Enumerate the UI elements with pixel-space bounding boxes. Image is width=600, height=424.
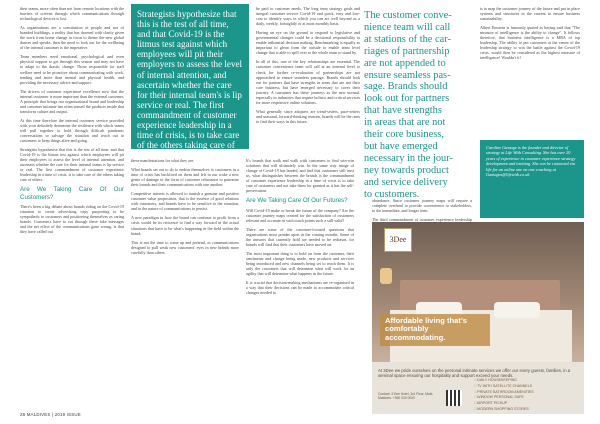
logo-text: 3Dee (389, 235, 407, 244)
paragraph: abundance. Since customer journey maps will require a complete overhaul to provide convenience to stakeholders, to the immediate, and longer term. (372, 198, 472, 214)
paragraph: Having an eye on the ground to respond to legislative and governmental changes could be a decisional responsibility to enable influential decision making. Benchmarking is equally as important to glean from the outside to enable team level change that is able to spill over to the whole team to stand by. (256, 30, 360, 56)
amenity-item: □ MODERN SHOPPING STORES (474, 407, 574, 413)
pull-quote-text: Strategists hypothesize that this is the test of all time, and that Covid-19 is the litmus test against which employees will pit their employers to assess the level of internal attention, and ascertain whether the care for their internal team's is lip service or real. The first commandment of customer experience leadership in a time of crisis, is to take care of the others taking care of others. (137, 9, 243, 161)
paragraph: As organisations are a constitution of people and not of branded buildings, a reality that has dawned with clarity given the work from home change in focus to theme the-new global dances and speaks, then the need to look out for the wellbeing of the internal customer is the imperative. (20, 25, 124, 51)
quote-line: ney towards product (364, 164, 449, 176)
amenity-item: □ TV WITH SATELLITE CHANNELS (474, 384, 574, 390)
paragraph: Team members need emotional, psychological and even physical support to get through this season and may not have to adapt to the drastic change. Those responsible for staff welfare need to be proactive about communicating with work, tending and more than mental and physical health, and providing the necessary advice and support. (20, 54, 124, 85)
ad-body-text: At 3Dee we pride ourselves on the personal intimate services we offer our every guests, families, in a seminal space ensuring our hospitality and support exceed your needs. (378, 368, 571, 379)
quote-line: their core business, (364, 129, 444, 141)
right-page-col (256, 6, 360, 128)
folio-text: 28 MALDIVES | 2019 ISSUE (20, 412, 81, 417)
paragraph: There's been a big debate about brands riding on the Covid-19 situation to create advertising copy purporting to be sympathetic to customers and positioning themselves as caring brands. Customers have to cut through these fake messages and the net effect of the communications gone wrong, is that they have called out (20, 203, 124, 235)
paragraph: Competitive interest is allowed to tarnish a genuine and positive customer value proposition, that is the essence of good relations with customers, and brands have to be sensitive to the situation, and to the nature of communications to persist. (131, 191, 239, 212)
paragraph: Strategists hypothesise that this is the test of all time, and that Covid-19 is the litmus test against which employees will pit their employees to assess the level of internal attention, and ascertain whether the care for their internal teams is lip service or real. The first commandment of customer experience leadership in a time of crisis, is to take care of the others taking care of others. (20, 147, 124, 183)
amenity-item: □ WINDOW PERSONAL SAFE (474, 395, 574, 401)
paragraph: be paid to customer needs. The long term strategy goals and integral customer service Covid-19 and quick, easy and low-cost to identify ways in which you can act well beyond as a daily, weekly, fortnightly or at most monthly basis. (256, 6, 360, 27)
paragraph: This is not the time to come up and pretend, as communications designed to pull weak new customers' eyes in new brands more carefully than others. (131, 239, 239, 255)
quote-line: necessary in the jour- (364, 152, 453, 164)
paragraph: The third commandment of customer experience leadership (372, 217, 472, 223)
quote-line: riages of partnership (364, 45, 450, 57)
article-column-1 (20, 6, 124, 238)
paragraph: In all of this, one of the key relationships are essential. The customer convenience team will call at an internal level to check for further re-evaluation of partnerships are not approached to ensure seamless passage. Brands should look out for partners that have strengths in areas that are not their core business, but have emerged necessary to cover their journey. A consumer has these journeys as the new normal, especially in industries that require holistic and critical services for more responsive online solutions. (256, 59, 360, 105)
ad-headline-banner: Affordable living that's comfortably accommodating. (380, 314, 490, 346)
paragraph: There are some of the customer-focused questions that organisations must ponder upon in the coming months. Some of the answers that currently hold are needed to be redrawn, for brands will find that their customers have moved on. (246, 226, 354, 247)
paragraph: The most important thing is to hold on from the customer, their sentiments and change being made, new products and services being introduced and new channels being set to reach them. It is only the customers that will determine what will work for an agility that will determine what happens in the future. (246, 250, 354, 277)
quote-line: ensure seamless pas- (364, 69, 451, 81)
ad-contact-text: Contact: 3 Dee Hotel, 3rd Floor, Male, Maldives. +960 000 0000 (378, 392, 434, 401)
quote-line: that have strengths (364, 105, 442, 117)
author-bio-box (480, 140, 584, 218)
paragraph: It's brands that walk and walk with customers to find win-win solutions that will ultimately win. In the same way image of change of Covid-19 has landed, and find that customers still trust us, what distinguishes between the brands is the commandment of customer experience leadership in a time of crisis is to take care of customers and not take them for granted as it has the self-preservation. (246, 158, 354, 194)
paragraph: is to map the customer journey of the future and put in place systems and structures in the current to ensure business sustainability. (480, 6, 580, 22)
paragraph: their teams, more often than not from remote locations with the barriers of screens through which communications through technological devices is lost. (20, 6, 124, 22)
quote-line: in areas that are not (364, 117, 446, 129)
quote-line: nience team will call (364, 21, 451, 33)
quote-line: The customer conve- (364, 10, 452, 21)
paragraph: Albert Einstein is famously quoted as having said that "The measure of intelligence is the ability to change". It follows therefore, that business intelligence is a MBA of top leadership. The ability to put customers at the centre of the leadership strategy to win the battle against the Covid-19 crisis, would then be considered as the highest measure of intelligence! Wouldn't it? (480, 25, 580, 61)
page-folio (20, 412, 81, 417)
lamp-shape (380, 268, 392, 284)
big-pull-quote (364, 10, 474, 201)
paragraph: At this time therefore the internal customer service provided with your definitely determine the resilience with which teams will pull together to hold through difficult pandemic conversations to salvage the situation and reach out to customers to keep things alive and going. (20, 117, 124, 144)
quote-line: are not appended to (364, 57, 446, 69)
amenities-list (474, 378, 574, 413)
hotel-logo (384, 228, 412, 252)
pillow-shape (494, 302, 540, 318)
paragraph: What brands set out to do to endear themselves to customers in a time of crisis has backfired on them and left in our wake a new genre of damage in the form of customer reluctance to patronise their brands and their communications with one another. (131, 167, 239, 188)
amenity-item: □ DAILY HOUSEKEEPING (474, 378, 574, 384)
hotel-advertisement (372, 222, 584, 414)
paragraph: Will Covid-19 make or break the future of the company? Are the customer journey maps created for the satisfaction of customers relevant and accurate in such touch points such a still valid? (246, 207, 354, 223)
article-column-6 (480, 6, 580, 64)
amenity-item: □ AIRPORT PICKUP (474, 401, 574, 407)
quote-line: sage. Brands should (364, 81, 448, 93)
article-column-3 (246, 158, 354, 299)
quote-line: look out for partners (364, 93, 450, 105)
paragraph: The drivers of customer experience excellence now that the internal customer is more important than the external customer. A principle that brings our organisational brand and leadership and customer intimate has often sensed the products inside that transform culture and output. (20, 88, 124, 114)
paragraph: A new paradigm in how the brand can continue to profit from a crisis would be its reticence to find a way forward in the actual situations that have to be what's happening in the field within the brand. (131, 215, 239, 236)
quote-line: to customers. (364, 188, 420, 200)
quote-line: at stations of the car- (364, 33, 451, 45)
section-heading: Are We Taking Care Of Our Customers? (20, 186, 124, 201)
section-heading: Are We Taking Care Of Our Futures? (246, 197, 348, 205)
article-column-2 (131, 158, 239, 259)
qr-code-icon (446, 390, 462, 406)
amenity-item: □ PRIVATE BATHROOM AMENITIES (474, 390, 574, 396)
paragraph: What generally since adopters are trend-setters, pace-setters and seasonal, forward-thinking reasons, brands will be the ones to find their ways in this future. (256, 108, 360, 124)
paragraph: It is crucial that decision-making mechanisms are re-organised in a way that their decisions can be made to accommodate critical changes needed to (246, 280, 354, 296)
quote-line: but have emerged (364, 140, 438, 152)
author-bio-text: Caroline Gamage is the founder and director of strategy at Life With Consulting. She has over 20 years of experience in customer experience strategy development and training. She can be contacted via life for an online one on one coaching at Gamages@lifewith.co.uk. (486, 145, 576, 178)
paragraph: these manifestations for what they are. (131, 158, 195, 163)
quote-line: and service delivery (364, 176, 448, 188)
